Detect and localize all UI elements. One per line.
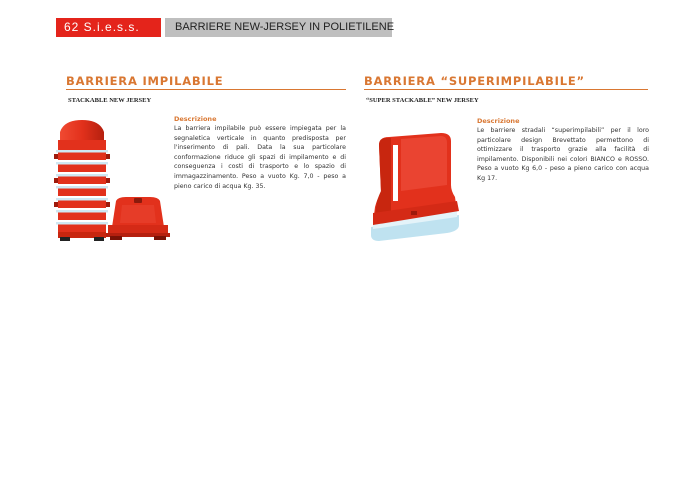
right-description-label: Descrizione: [477, 117, 520, 125]
single-barrier-image: [106, 197, 170, 241]
super-stackable-barrier-image: [367, 131, 463, 243]
left-section-rule: [66, 89, 346, 90]
category-title: BARRIERE NEW-JERSEY IN POLIETILENE: [165, 18, 392, 37]
right-section-rule: [364, 89, 648, 90]
right-description-text: Le barriere stradali “superimpilabili” per il loro particolare design Brevettato permettono di ottimizzare il trasporto grazie alla facilità di impilamento. Disponibili nei colori BIANCO e ROSSO. Peso a vuoto Kg 6,0 - peso a pieno carico con acqua Kg 17.: [477, 127, 649, 182]
stacked-barriers-image: [54, 118, 110, 242]
page-brand-label: 62 S.i.e.s.s. S.r.l.: [56, 18, 161, 37]
left-description-text: La barriera impilabile può essere impiegata per la segnaletica verticale in quanto predisposta per l'inserimento di pali. Data la sua particolare conformazione riduce gli spazi di impilamento e di conseguenza i costi di trasporto e lo spazio di immagazzinamento. Peso a vuoto Kg. 7,0 - peso a pieno carico di acqua Kg. 35.: [174, 125, 346, 190]
page-header: [56, 18, 395, 53]
left-section-subtitle: STACKABLE NEW JERSEY: [68, 97, 152, 104]
left-description-label: Descrizione: [174, 115, 217, 123]
left-section-title: BARRIERA IMPILABILE: [66, 74, 224, 88]
right-section-subtitle: “SUPER STACKABLE” NEW JERSEY: [366, 97, 479, 104]
right-section-title: BARRIERA “SUPERIMPILABILE”: [364, 74, 585, 88]
